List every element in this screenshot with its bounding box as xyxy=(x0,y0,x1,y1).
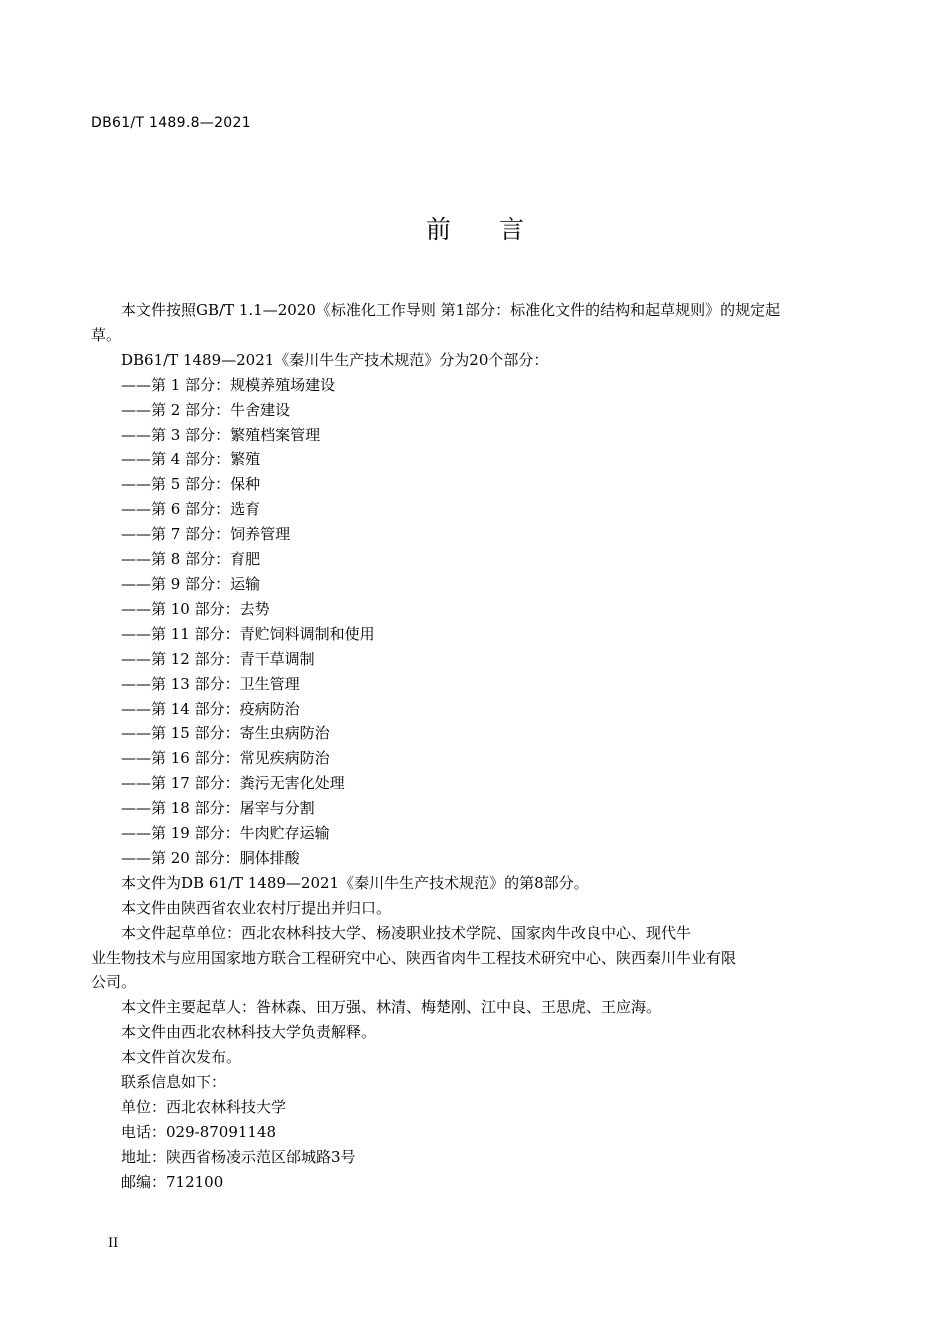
list-item: ——第 5 部分：保种 xyxy=(121,475,261,494)
main-drafters-statement: 本文件主要起草人：昝林森、田万强、林清、梅楚刚、江中良、王思虎、王应海。 xyxy=(121,998,662,1017)
list-item: ——第 19 部分：牛肉贮存运输 xyxy=(121,824,330,843)
list-item: ——第 20 部分：胴体排酸 xyxy=(121,848,300,867)
list-item: ——第 12 部分：青干草调制 xyxy=(121,649,315,668)
list-item: ——第 11 部分：青贮饲料调制和使用 xyxy=(121,624,375,643)
contact-info xyxy=(91,1070,843,1195)
intro-line-1: 本文件按照GB/T 1.1—2020《标准化工作导则 第1部分：标准化文件的结构和起草规则》的规定起 xyxy=(121,301,781,319)
list-item: ——第 8 部分：育肥 xyxy=(121,550,261,569)
parts-intro: DB61/T 1489—2021《秦川牛生产技术规范》分为20个部分： xyxy=(121,350,549,369)
contact-postcode: 邮编：712100 xyxy=(121,1172,224,1191)
contact-address: 地址：陕西省杨凌示范区邰城路3号 xyxy=(121,1147,356,1166)
list-item: ——第 16 部分：常见疾病防治 xyxy=(121,749,330,768)
list-item: ——第 4 部分：繁殖 xyxy=(121,450,261,469)
list-item: ——第 10 部分：去势 xyxy=(121,599,270,618)
list-item: ——第 14 部分：疫病防治 xyxy=(121,699,300,718)
list-item: ——第 15 部分：寄生虫病防治 xyxy=(121,724,330,743)
first-release-statement: 本文件首次发布。 xyxy=(121,1048,242,1067)
list-item: ——第 18 部分：屠宰与分割 xyxy=(121,799,315,818)
interpreted-by-statement: 本文件由西北农林科技大学负责解释。 xyxy=(121,1023,377,1042)
list-item: ——第 13 部分：卫生管理 xyxy=(121,674,300,693)
title-char-1: 前 xyxy=(425,215,451,244)
drafting-units-line-1: 本文件起草单位：西北农林科技大学、杨凌职业技术学院、国家肉牛改良中心、现代牛 xyxy=(121,923,692,942)
part-of-statement: 本文件为DB 61/T 1489—2021《秦川牛生产技术规范》的第8部分。 xyxy=(121,873,589,892)
drafting-units-line-2: 业生物技术与应用国家地方联合工程研究中心、陕西省肉牛工程技术研究中心、陕西秦川牛业有限 xyxy=(91,948,737,967)
parts-list xyxy=(91,373,843,871)
list-item: ——第 9 部分：运输 xyxy=(121,574,261,593)
page-number: II xyxy=(108,1236,119,1251)
list-item: ——第 1 部分：规模养殖场建设 xyxy=(121,375,336,394)
drafting-units-line-3: 公司。 xyxy=(91,973,137,992)
page-title xyxy=(0,212,950,248)
title-char-2: 言 xyxy=(499,215,525,244)
document-code: DB61/T 1489.8—2021 xyxy=(91,115,251,131)
contact-heading: 联系信息如下： xyxy=(121,1073,227,1092)
list-item: ——第 3 部分：繁殖档案管理 xyxy=(121,425,321,444)
list-item: ——第 6 部分：选育 xyxy=(121,500,261,519)
list-item: ——第 2 部分：牛舍建设 xyxy=(121,400,291,419)
foreword-body xyxy=(91,298,843,1195)
contact-phone: 电话：029-87091148 xyxy=(121,1122,277,1141)
list-item: ——第 17 部分：粪污无害化处理 xyxy=(121,774,345,793)
contact-unit: 单位：西北农林科技大学 xyxy=(121,1098,287,1116)
proposed-by-statement: 本文件由陕西省农业农村厅提出并归口。 xyxy=(121,898,392,917)
list-item: ——第 7 部分：饲养管理 xyxy=(121,525,291,544)
intro-line-2: 草。 xyxy=(91,325,122,344)
